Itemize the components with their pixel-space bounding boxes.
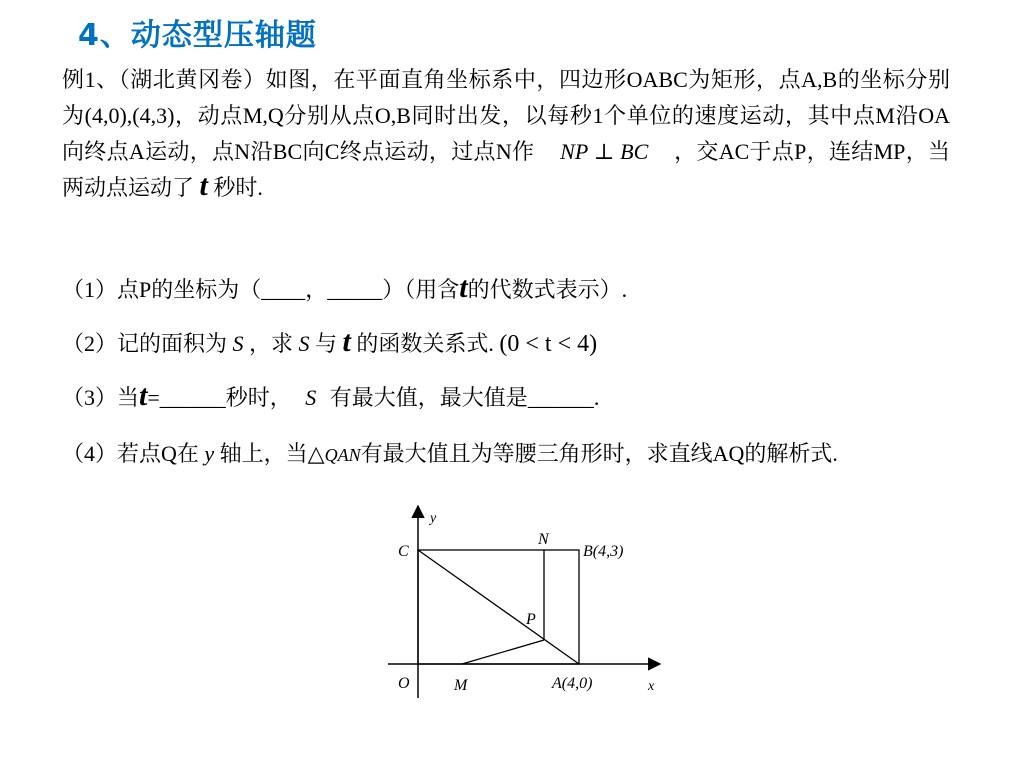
label-n: N bbox=[538, 531, 549, 548]
diagonal-ca bbox=[418, 550, 579, 664]
label-x: x bbox=[648, 679, 655, 694]
intro-text-3: 秒时. bbox=[213, 175, 263, 200]
question-1 bbox=[62, 272, 950, 308]
q3-suffix: . bbox=[593, 385, 600, 410]
q4-rest: 有最大值且为等腰三角形时，求直线AQ的解析式. bbox=[360, 441, 838, 466]
q4-mid1: 轴上，当 bbox=[219, 441, 308, 466]
label-m: M bbox=[454, 677, 468, 694]
coordinate-figure bbox=[380, 500, 670, 710]
triangle-symbol: △ bbox=[307, 441, 325, 466]
question-3 bbox=[62, 380, 950, 416]
segment-mp bbox=[462, 640, 544, 664]
q1-prefix: （1）点P的坐标为（ bbox=[62, 277, 262, 302]
intro-text-2: ，交AC于点P，连结MP，当两动点运动了 bbox=[62, 139, 951, 200]
question-2 bbox=[62, 326, 950, 362]
q3-equals: = bbox=[147, 385, 160, 410]
question-4 bbox=[62, 436, 950, 473]
q3-prefix: （3）当 bbox=[62, 385, 140, 410]
label-a: A(4,0) bbox=[552, 675, 593, 692]
variable-t: t bbox=[139, 379, 148, 412]
variable-s: S bbox=[298, 331, 310, 356]
np-perp-bc-formula: NP ⊥ BC bbox=[560, 139, 649, 164]
q2-range: (0 < t < 4) bbox=[499, 331, 598, 357]
q3-blank-t: ______ bbox=[159, 385, 226, 410]
variable-y: y bbox=[204, 441, 215, 466]
page-title: 4、动态型压轴题 bbox=[78, 18, 317, 53]
variable-s: S bbox=[232, 331, 244, 356]
variable-s: S bbox=[305, 385, 317, 410]
q2-mid3: 的函数关系式. bbox=[356, 331, 494, 356]
q2-prefix: （2）记的面积为 bbox=[62, 331, 228, 356]
q3-mid1: 秒时， bbox=[225, 385, 292, 410]
label-b: B(4,3) bbox=[583, 543, 624, 560]
q1-comma: ， bbox=[305, 277, 328, 302]
label-y: y bbox=[430, 511, 437, 526]
intro-text-1: 例1、（湖北黄冈卷）如图，在平面直角坐标系中，四边形OABC为矩形，点A,B的坐标分别为(4,0),(4,3)，动点M,Q分别从点O,B同时出发，以每秒1个单位的速度运动，其中点M沿OA向终点A运动，点N沿BC向C终点运动，过点N作 bbox=[62, 67, 950, 164]
label-p: P bbox=[526, 611, 536, 628]
triangle-qan: QAN bbox=[324, 445, 361, 465]
variable-t: t bbox=[342, 325, 351, 358]
q4-prefix: （4）若点Q在 bbox=[62, 441, 199, 466]
variable-t: t bbox=[199, 169, 208, 202]
q2-mid1: ，求 bbox=[249, 331, 294, 356]
q3-blank-max: ______ bbox=[527, 385, 594, 410]
q3-mid2: 有最大值，最大值是 bbox=[329, 385, 528, 410]
q1-blank-x: ____ bbox=[261, 277, 306, 302]
q2-mid2: 与 bbox=[315, 331, 338, 356]
problem-intro bbox=[62, 62, 950, 206]
q1-blank-y: _____ bbox=[327, 277, 383, 302]
q1-suffix: 的代数式表示）. bbox=[467, 277, 628, 302]
q1-mid: ）（用含 bbox=[382, 277, 460, 302]
variable-t: t bbox=[459, 271, 468, 304]
label-o: O bbox=[398, 675, 410, 692]
label-c: C bbox=[398, 543, 409, 560]
